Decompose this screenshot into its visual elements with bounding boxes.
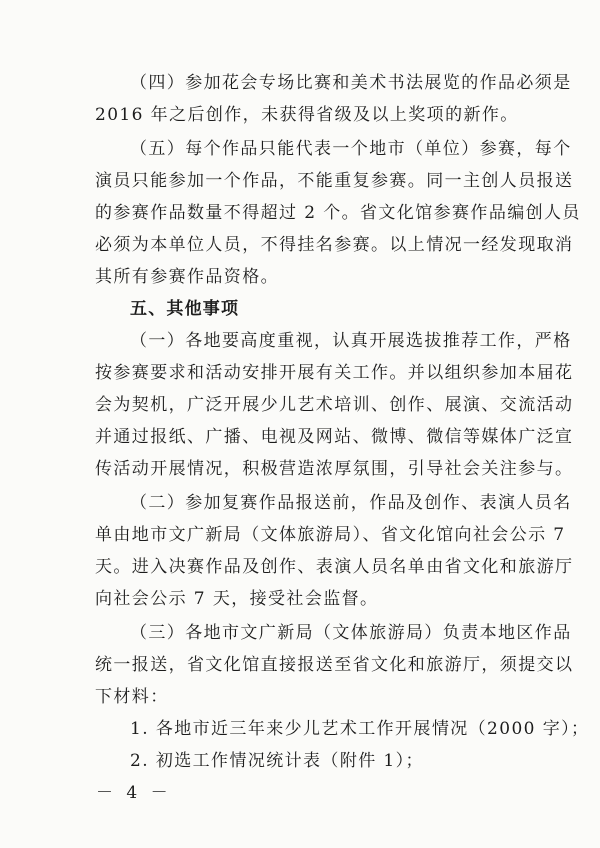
item-1-line-1: （一）各地要高度重视，认真开展选拔推荐工作，严格 bbox=[130, 331, 572, 351]
item-3-line-1: （三）各地市文广新局（文体旅游局）负责本地区作品 bbox=[130, 623, 572, 643]
paragraph-4-line-1: （四）参加花会专场比赛和美术书法展览的作品必须是 bbox=[130, 73, 572, 93]
item-2-line-1: （二）参加复赛作品报送前，作品及创作、表演人员名 bbox=[130, 493, 572, 513]
material-list-item-2: 2. 初选工作情况统计表（附件 1）； bbox=[130, 751, 424, 771]
item-1-line-4: 并通过报纸、广播、电视及网站、微博、微信等媒体广泛宣 bbox=[95, 427, 574, 447]
section-heading-other-matters: 五、其他事项 bbox=[130, 299, 240, 319]
item-2-line-4: 向社会公示 7 天，接受社会监督。 bbox=[95, 589, 379, 609]
item-1-line-5: 传活动开展情况，积极营造浓厚氛围，引导社会关注参与。 bbox=[95, 459, 574, 479]
item-3-line-2: 统一报送，省文化馆直接报送至省文化和旅游厅，须提交以 bbox=[95, 655, 574, 675]
paragraph-5-line-1: （五）每个作品只能代表一个地市（单位）参赛，每个 bbox=[130, 139, 572, 159]
paragraph-4-line-2: 2016 年之后创作，未获得省级及以上奖项的新作。 bbox=[95, 105, 519, 125]
item-1-line-2: 按参赛要求和活动安排开展有关工作。并以组织参加本届花 bbox=[95, 363, 574, 383]
paragraph-5-line-2: 演员只能参加一个作品，不能重复参赛。同一主创人员报送 bbox=[95, 171, 574, 191]
material-list-item-1: 1. 各地市近三年来少儿艺术工作开展情况（2000 字）； bbox=[130, 719, 590, 739]
paragraph-5-line-5: 其所有参赛作品资格。 bbox=[95, 267, 279, 287]
paragraph-5-line-4: 必须为本单位人员，不得挂名参赛。以上情况一经发现取消 bbox=[95, 235, 574, 255]
paragraph-5-line-3: 的参赛作品数量不得超过 2 个。省文化馆参赛作品编创人员 bbox=[95, 203, 581, 223]
page-number: － 4 － bbox=[96, 783, 172, 803]
item-3-line-3: 下材料： bbox=[95, 687, 169, 707]
item-1-line-3: 会为契机，广泛开展少儿艺术培训、创作、展演、交流活动 bbox=[95, 395, 574, 415]
item-2-line-3: 天。进入决赛作品及创作、表演人员名单由省文化和旅游厅 bbox=[95, 557, 574, 577]
item-2-line-2: 单由地市文广新局（文体旅游局）、省文化馆向社会公示 7 bbox=[95, 525, 566, 545]
